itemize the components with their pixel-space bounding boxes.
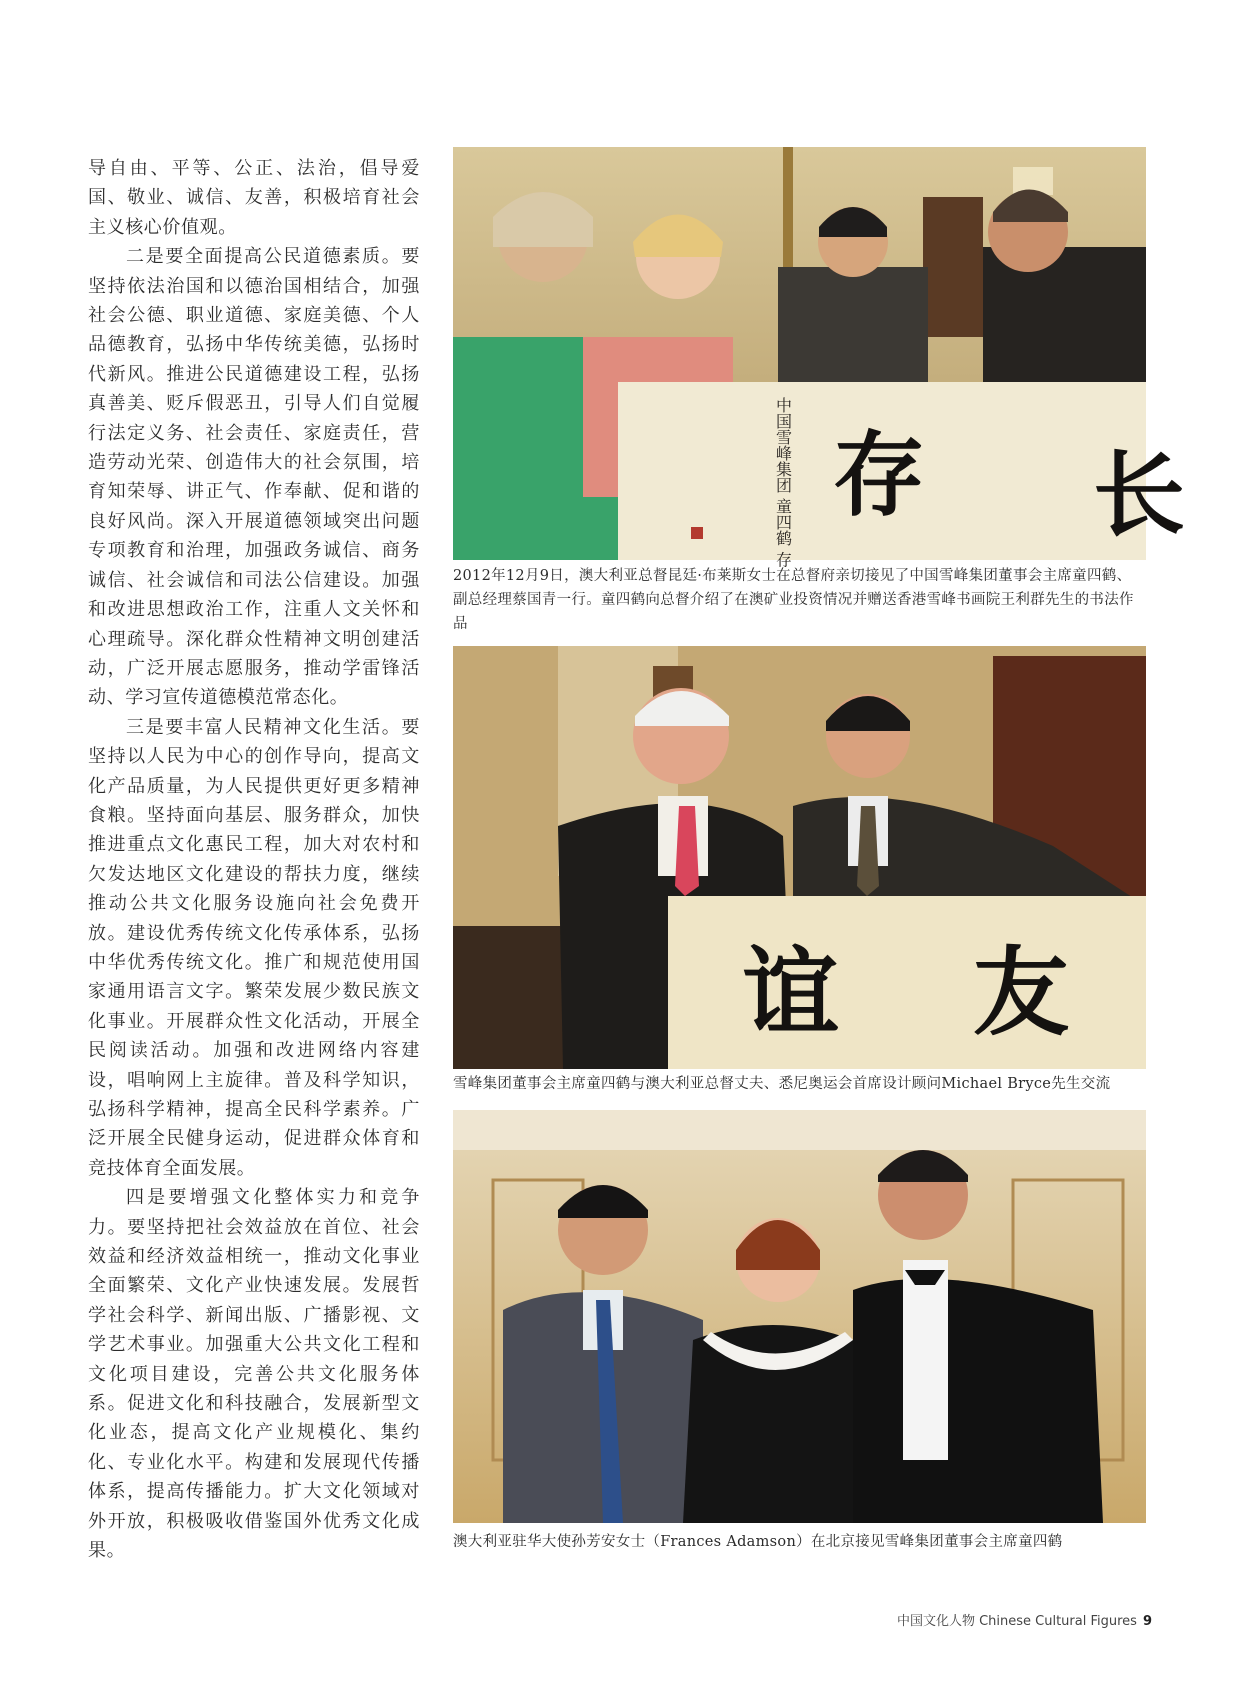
magazine-name: 中国文化人物 Chinese Cultural Figures — [896, 1614, 1137, 1629]
paragraph-3: 三是要丰富人民精神文化生活。要坚持以人民为中心的创作导向，提高文化产品质量，为人民提供更好更多精神食粮。坚持面向基层、服务群众，加快推进重点文化惠民工程，加大对农村和欠发达地区文化建设的帮扶力度，继续推动公共文化服务设施向社会免费开放。建设优秀传统文化传承体系，弘扬中华优秀传统文化。推广和规范使用国家通用语言文字。繁荣发展少数民族文化事业。开展群众性文化活动，开展全民阅读活动。加强和改进网络内容建设，唱响网上主旋律。普及科学知识，弘扬科学精神，提高全民科学素养。广泛开展全民健身运动，促进群众体育和竞技体育全面发展。 — [88, 716, 420, 1179]
caption-photo-3: 澳大利亚驻华大使孙芳安女士（Frances Adamson）在北京接见雪峰集团董事会主席童四鹤 — [453, 1534, 1063, 1550]
scroll-char-4: 友 — [973, 936, 1069, 1049]
scroll-char-3: 谊 — [743, 936, 839, 1049]
scroll-char-1: 长 — [1093, 441, 1186, 549]
caption-photo-2: 雪峰集团董事会主席童四鹤与澳大利亚总督丈夫、悉尼奥运会首席设计顾问Michael Bryce先生交流 — [453, 1076, 1111, 1092]
photo-friendship-scroll — [453, 646, 1146, 1069]
paragraph-2: 二是要全面提高公民道德素质。要坚持依法治国和以德治国相结合，加强社会公德、职业道德、家庭美德、个人品德教育，弘扬中华传统美德，弘扬时代新风。推进公民道德建设工程，弘扬真善美、贬斥假恶丑，引导人们自觉履行法定义务、社会责任、家庭责任，营造劳动光荣、创造伟大的社会氛围，培育知荣辱、讲正气、作奉献、促和谐的良好风尚。深入开展道德领域突出问题专项教育和治理，加强政务诚信、商务诚信、社会诚信和司法公信建设。加强和改进思想政治工作，注重人文关怀和心理疏导。深化群众性精神文明创建活动，广泛开展志愿服务，推动学雷锋活动、学习宣传道德模范常态化。 — [88, 246, 420, 709]
scroll-inscription: 中国雪峰集团 童四鹤 存 — [773, 397, 793, 568]
paragraph-4: 四是要增强文化整体实力和竞争力。要坚持把社会效益放在首位、社会效益和经济效益相统一，推动文化事业全面繁荣、文化产业快速发展。发展哲学社会科学、新闻出版、广播影视、文学艺术事业。加强重大公共文化工程和文化项目建设，完善公共文化服务体系。促进文化和科技融合，发展新型文化业态，提高文化产业规模化、集约化、专业化水平。构建和发展现代传播体系，提高传播能力。扩大文化领域对外开放，积极吸收借鉴国外优秀文化成果。 — [88, 1187, 420, 1562]
article-body — [88, 154, 420, 1566]
page-number: 9 — [1142, 1614, 1152, 1629]
photo-ambassador-meeting — [453, 1110, 1146, 1523]
page-footer — [897, 1610, 1152, 1629]
caption-photo-1: 2012年12月9日，澳大利亚总督昆廷·布莱斯女士在总督府亲切接见了中国雪峰集团董事会主席童四鹤、副总经理蔡国青一行。童四鹤向总督介绍了在澳矿业投资情况并赠送香港雪峰书画院王利群先生的书法作品 — [453, 568, 1134, 632]
photo-reception-scroll — [453, 147, 1186, 568]
paragraph-1: 导自由、平等、公正、法治，倡导爱国、敬业、诚信、友善，积极培育社会主义核心价值观。 — [88, 158, 420, 238]
scroll-char-2: 存 — [833, 421, 926, 529]
